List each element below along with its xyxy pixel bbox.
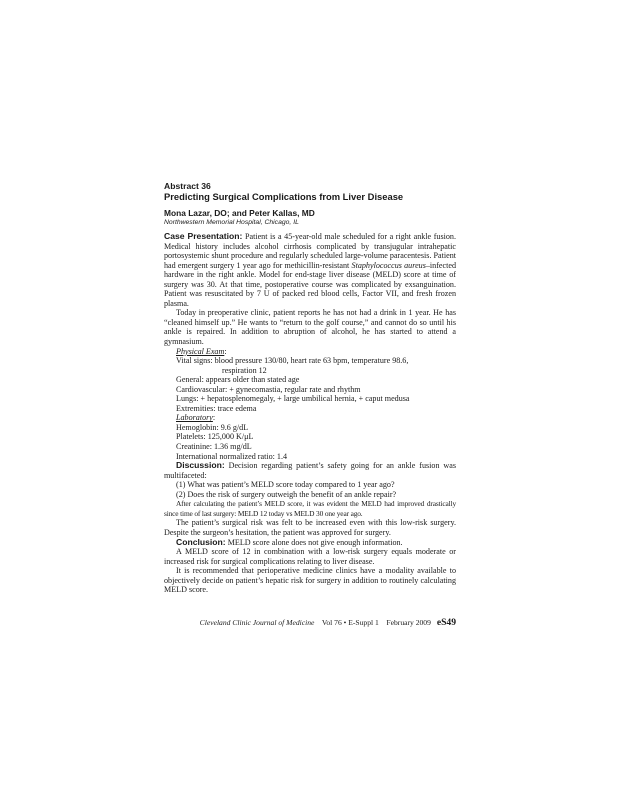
exam-lungs: Lungs: + hepatosplenomegaly, + large umbilical hernia, + caput medusa: [176, 394, 410, 404]
exam-extremities: Extremities: trace edema: [176, 403, 257, 413]
discussion-after: After calculating the patient’s MELD score, it was evident the MELD had improved drastically since time of last surgery: MELD 12 today vs MELD 30 one year ago.: [164, 499, 456, 518]
conclusion-text: MELD score alone does not give enough information.: [227, 537, 403, 547]
discussion: [164, 461, 456, 480]
exam-cardio: Cardiovascular: + gynecomastia, regular rate and rhythm: [176, 384, 361, 394]
page-footer: [164, 617, 456, 629]
conclusion-heading: Conclusion:: [176, 536, 226, 547]
case-presentation: [164, 232, 456, 308]
journal-volume: Vol 76 • E-Suppl 1: [321, 618, 379, 627]
conclusion-paragraph-3: It is recommended that perioperative medicine clinics have a modality available to objectively decide on patient’s hepatic risk for surgery in addition to routinely calculating MELD score.: [164, 566, 456, 595]
exam-heading-line: Physical Exam:: [176, 346, 227, 356]
case-paragraph-2: Today in preoperative clinic, patient reports he has not had a drink in 1 year. He has “cleaned himself up.” He wants to “return to the golf course,” and cannot do so until his ankle is repaired. In addition to abruption of alcohol, he has started to attend a gymnasium.: [164, 308, 456, 347]
discussion-risk: The patient’s surgical risk was felt to be increased even with this low-risk surgery. Despite the surgeon’s hesitation, the patient was approved for surgery.: [164, 518, 456, 537]
abstract-body: [164, 232, 456, 595]
abstract-page: [164, 181, 456, 595]
lab-hemoglobin: Hemoglobin: 9.6 g/dL: [176, 422, 249, 432]
case-text-italic: Staphylococcus aureus: [351, 260, 426, 270]
journal-date: February 2009: [386, 618, 431, 627]
case-text-a: Patient is a 45-year-old male scheduled for a right ankle fusion. Medical history includes alcohol cirrhosis complicated by transjugular intrahepatic portosystemic shunt procedure and regularly scheduled large-volume paracentesis. Patient had emergent surgery 1 year ago for methicillin-resistant: [164, 232, 456, 270]
abstract-label: Abstract 36: [164, 181, 211, 191]
lab-platelets: Platelets: 125,000 K/μL: [176, 432, 254, 442]
exam-vitals: Vital signs: blood pressure 130/80, heart rate 63 bpm, temperature 98.6,: [176, 356, 409, 366]
discussion-text: Decision regarding patient’s safety going for an ankle fusion was multifaceted:: [164, 461, 456, 480]
lab-creatinine: Creatinine: 1.36 mg/dL: [176, 442, 252, 452]
case-text-b: –infected hardware in the right ankle. Model for end-stage liver disease (MELD) score at time of surgery was 30. At that time, postoperative course was complicated by exsanguination. Patient was resuscitated by 7 U of packed red blood cells, Factor VII, and fresh frozen plasma.: [164, 260, 456, 308]
exam-heading: Physical Exam: [176, 346, 225, 356]
exam-vitals-cont: respiration 12: [222, 365, 267, 375]
lab-heading-line: Laboratory:: [176, 413, 216, 423]
authors: Mona Lazar, DO; and Peter Kallas, MD: [164, 208, 315, 218]
affiliation: Northwestern Memorial Hospital, Chicago, IL: [164, 219, 299, 226]
exam-general: General: appears older than stated age: [176, 375, 300, 385]
conclusion: [164, 538, 456, 548]
discussion-heading: Discussion:: [176, 460, 225, 471]
discussion-q2: (2) Does the risk of surgery outweigh the benefit of an ankle repair?: [176, 489, 397, 499]
discussion-q1: (1) What was patient’s MELD score today compared to 1 year ago?: [176, 480, 395, 490]
conclusion-paragraph-2: A MELD score of 12 in combination with a low-risk surgery equals moderate or increased risk for surgical complications relating to liver disease.: [164, 547, 456, 566]
lab-heading: Laboratory: [176, 413, 213, 423]
abstract-title: Predicting Surgical Complications from Liver Disease: [164, 191, 404, 202]
journal-name: Cleveland Clinic Journal of Medicine: [199, 618, 315, 627]
page-number: eS49: [436, 617, 456, 628]
lab-inr: International normalized ratio: 1.4: [176, 451, 288, 461]
case-heading: Case Presentation:: [164, 231, 243, 241]
